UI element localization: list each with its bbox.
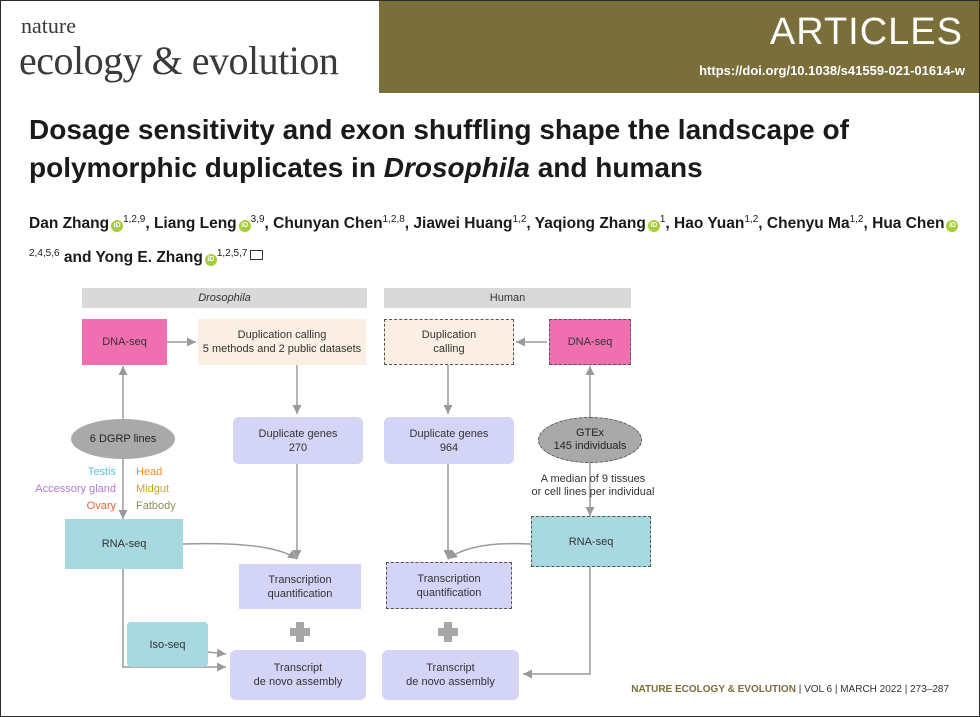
author-separator: , (758, 215, 767, 232)
overview-figure (1, 1, 979, 716)
author-affiliation: 1,2,5,7 (216, 248, 248, 259)
author-affiliation: 1,2 (744, 214, 759, 225)
author-affiliation: 2,4,5,6 (29, 248, 60, 259)
assembly-right: Transcript de novo assembly (382, 650, 519, 700)
author-name[interactable]: Yong E. Zhang (95, 249, 203, 266)
journal-name-small: nature (21, 13, 76, 38)
assembly-left: Transcript de novo assembly (230, 650, 366, 700)
author-separator: , (526, 215, 535, 232)
author-name[interactable]: Liang Leng (153, 215, 237, 232)
title-italic: Drosophila (383, 152, 530, 183)
journal-name-big: ecology & evolution (19, 38, 339, 83)
author-separator: , (145, 215, 154, 232)
author-affiliation: 1,2 (849, 214, 864, 225)
author-affiliation: 1,2 (512, 214, 527, 225)
author-affiliation: 3,9 (250, 214, 265, 225)
author-name[interactable]: Jiawei Huang (413, 215, 513, 232)
orcid-icon[interactable]: iD (239, 220, 251, 232)
gtex-note: A median of 9 tissues or cell lines per individual (531, 473, 655, 498)
dna-seq-right: DNA-seq (549, 319, 631, 365)
author-name[interactable]: Hao Yuan (674, 215, 745, 232)
trans-quant-left: Transcription quantification (239, 564, 361, 609)
author-name[interactable]: Chenyu Ma (766, 215, 850, 232)
tissue-midgut: Midgut (136, 483, 170, 495)
doi-link[interactable]: https://doi.org/10.1038/s41559-021-01614-w (699, 63, 965, 78)
title-part2: and humans (529, 152, 703, 183)
iso-seq: Iso-seq (127, 622, 208, 667)
rna-seq-right: RNA-seq (531, 516, 651, 567)
tissue-fatbody: Fatbody (136, 500, 176, 512)
author-separator: , (665, 215, 675, 232)
author-affiliation: 1,2,9 (123, 214, 146, 225)
tissue-testis: Testis (87, 466, 116, 478)
orcid-icon[interactable]: iD (111, 220, 123, 232)
gtex-individuals: GTEx 145 individuals (538, 417, 642, 463)
dup-calling-left: Duplication calling 5 methods and 2 public datasets (198, 319, 366, 365)
title-part1: Dosage sensitivity and exon shuffling shape the landscape of polymorphic duplicates in (29, 114, 849, 183)
orcid-icon[interactable]: iD (648, 220, 660, 232)
arrow-iso-to-assembly (208, 652, 226, 654)
author-affiliation: 1,2,8 (382, 214, 405, 225)
tissue-head: Head (136, 466, 163, 478)
author-name[interactable]: Hua Chen (872, 215, 945, 232)
author-name[interactable]: Chunyan Chen (273, 215, 383, 232)
author-separator: , (264, 215, 274, 232)
author-name[interactable]: Yaqiong Zhang (534, 215, 646, 232)
trans-quant-right: Transcription quantification (386, 562, 512, 609)
footer-journal: NATURE ECOLOGY & EVOLUTION (631, 684, 796, 695)
rna-seq-left: RNA-seq (65, 519, 183, 569)
author-and: and (59, 249, 96, 266)
author-affiliation: 1 (659, 214, 666, 225)
footer-details: | VOL 6 | MARCH 2022 | 273–287 (795, 684, 949, 695)
arrow-rna-to-assembly-right (523, 567, 590, 674)
human-header: Human (384, 288, 631, 308)
orcid-icon[interactable]: iD (946, 220, 958, 232)
tissue-accessory-gland: Accessory gland (35, 483, 116, 495)
author-name[interactable]: Dan Zhang (29, 215, 110, 232)
arrow-rna-to-quant-right (448, 544, 531, 559)
tissue-ovary: Ovary (86, 500, 116, 512)
author-separator: , (863, 215, 873, 232)
dup-genes-left: Duplicate genes 270 (233, 417, 363, 464)
orcid-icon[interactable]: iD (205, 254, 217, 266)
arrow-rna-to-quant-left (183, 544, 297, 559)
section-label: ARTICLES (769, 11, 963, 53)
drosophila-header: Drosophila (82, 288, 367, 308)
dup-genes-right: Duplicate genes 964 (384, 417, 514, 464)
plus-icon-right (438, 622, 458, 642)
dup-calling-right: Duplication calling (384, 319, 514, 365)
dna-seq-left: DNA-seq (82, 319, 167, 365)
page-footer (631, 684, 949, 695)
author-separator: , (404, 215, 414, 232)
plus-icon-left (290, 622, 310, 642)
dgrp-lines: 6 DGRP lines (71, 419, 175, 459)
